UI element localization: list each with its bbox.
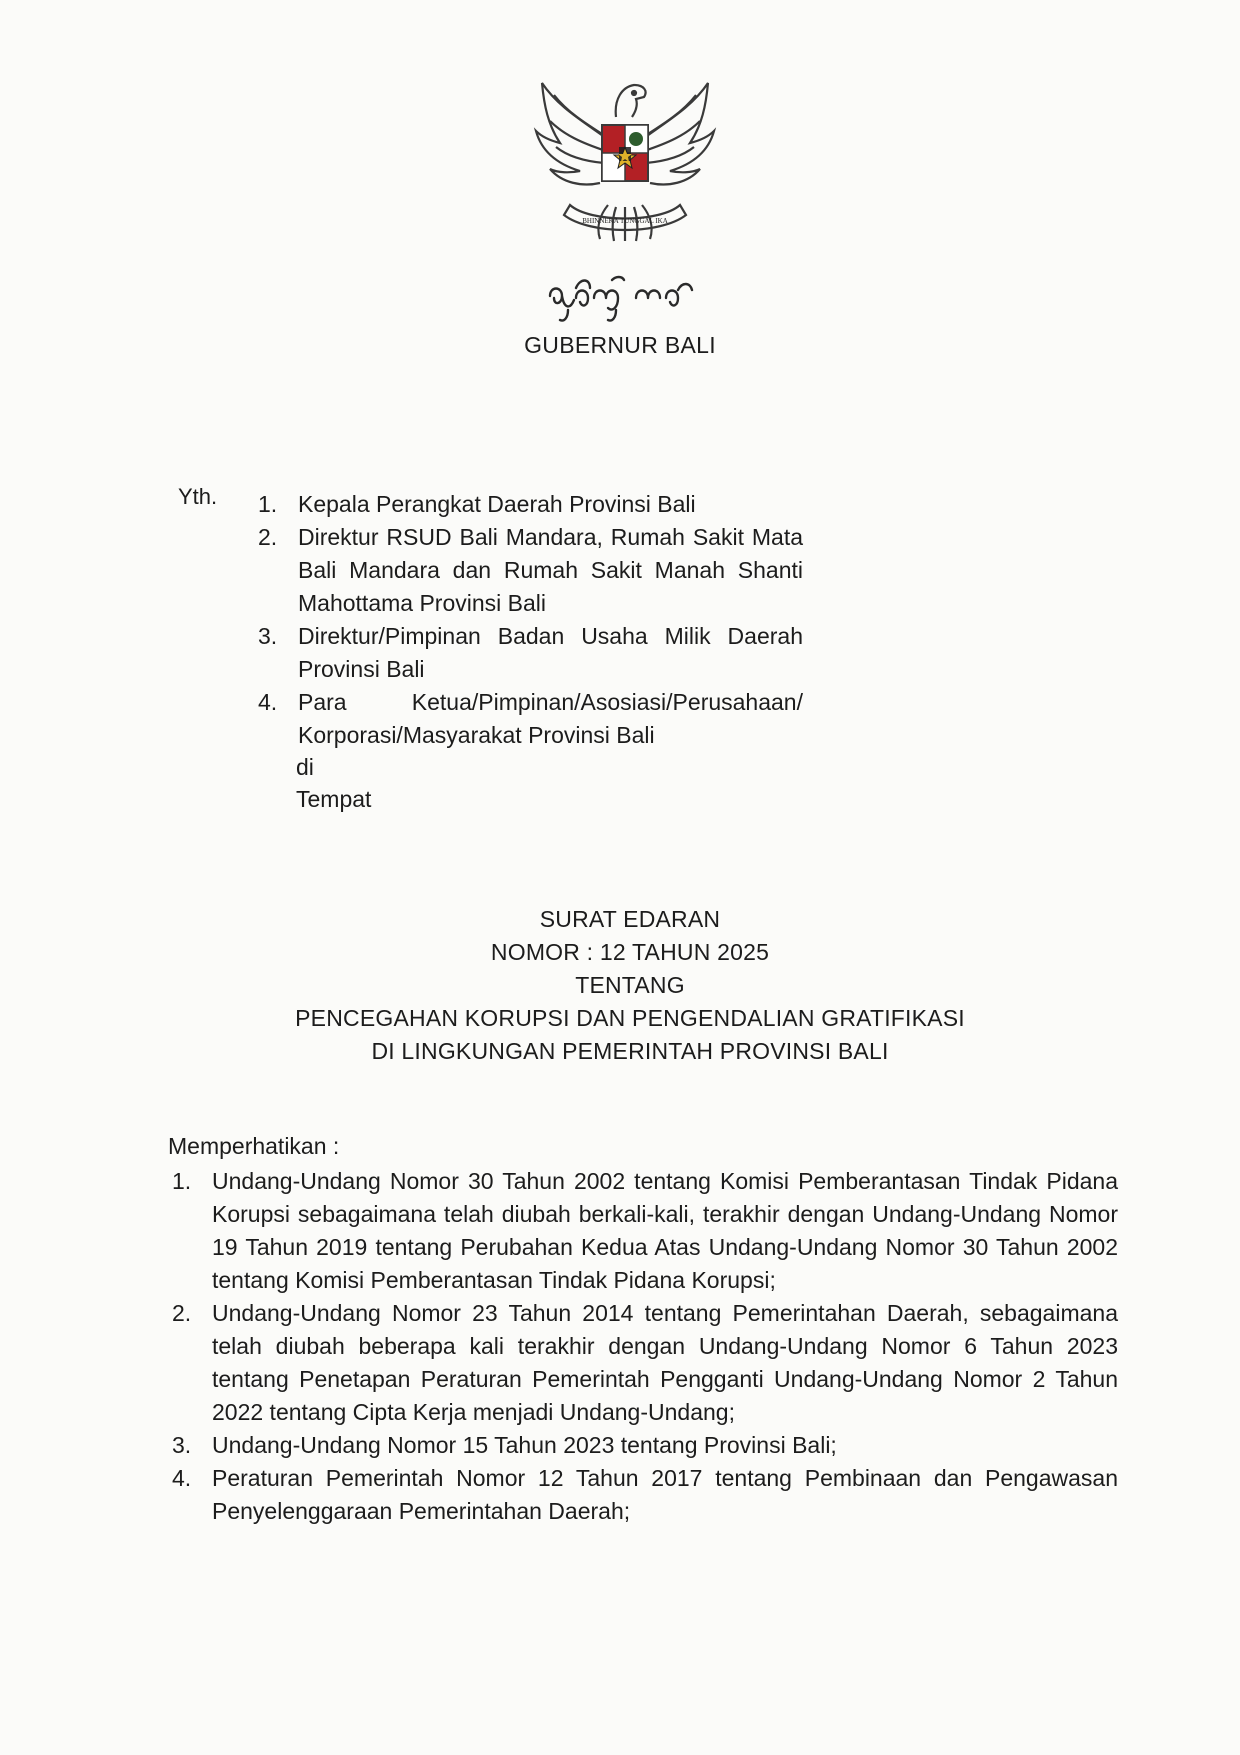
recipient-text: Kepala Perangkat Daerah Provinsi Bali (298, 491, 696, 517)
list-item (258, 620, 803, 686)
document-about: TENTANG (575, 972, 685, 998)
list-item (258, 686, 803, 752)
document-subject-line1: PENCEGAHAN KORUPSI DAN PENGENDALIAN GRATIFIKASI (295, 1005, 965, 1031)
recipient-number: 1. (258, 491, 278, 517)
recipient-number: 3. (258, 623, 278, 649)
document-subject-line2: DI LINGKUNGAN PEMERINTAH PROVINSI BALI (371, 1038, 889, 1064)
recipient-number: 4. (258, 689, 278, 715)
document-title (0, 903, 1240, 1068)
address-place: Tempat (296, 786, 372, 812)
list-item (172, 1165, 1118, 1297)
item-text: Undang-Undang Nomor 23 Tahun 2014 tentang Pemerintahan Daerah, sebagaimana telah diubah beberapa kali terakhir dengan Undang-Undang Nomor 6 Tahun 2023 tentang Penetapan Peraturan Pemerintah Pengganti Undang-Undang Nomor 2 Tahun 2022 tentang Cipta Kerja menjadi Undang-Undang; (212, 1300, 1118, 1425)
office-title: GUBERNUR BALI (524, 332, 716, 358)
considering-label: Memperhatikan : (168, 1133, 340, 1159)
address-di: di (296, 754, 314, 780)
balinese-script-icon (546, 268, 696, 324)
considering-list (172, 1165, 1118, 1528)
item-number: 3. (172, 1432, 192, 1458)
item-number: 2. (172, 1300, 192, 1326)
item-text: Undang-Undang Nomor 30 Tahun 2002 tentang Komisi Pemberantasan Tindak Pidana Korupsi sebagaimana telah diubah berkali-kali, terakhir dengan Undang-Undang Nomor 19 Tahun 2019 tentang Perubahan Kedua Atas Undang-Undang Nomor 30 Tahun 2002 tentang Komisi Pemberantasan Tindak Pidana Korupsi; (212, 1168, 1118, 1293)
recipient-text: Direktur/Pimpinan Badan Usaha Milik Daerah Provinsi Bali (298, 623, 803, 682)
recipient-text: Para Ketua/Pimpinan/Asosiasi/Perusahaan/ Korporasi/Masyarakat Provinsi Bali (298, 689, 803, 748)
list-item (258, 521, 803, 620)
recipient-number: 2. (258, 524, 278, 550)
list-item (172, 1429, 1118, 1462)
recipient-text: Direktur RSUD Bali Mandara, Rumah Sakit Mata Bali Mandara dan Rumah Sakit Manah Shanti Mahottama Provinsi Bali (298, 524, 803, 616)
addressee-label: Yth. (178, 484, 218, 509)
item-text: Peraturan Pemerintah Nomor 12 Tahun 2017 tentang Pembinaan dan Pengawasan Penyelenggaraan Pemerintahan Daerah; (212, 1465, 1118, 1524)
garuda-emblem-icon (530, 55, 720, 255)
list-item (172, 1462, 1118, 1528)
item-text: Undang-Undang Nomor 15 Tahun 2023 tentang Provinsi Bali; (212, 1432, 837, 1458)
recipient-list (258, 488, 803, 752)
item-number: 4. (172, 1465, 192, 1491)
item-number: 1. (172, 1168, 192, 1194)
list-item (258, 488, 803, 521)
list-item (172, 1297, 1118, 1429)
document-type: SURAT EDARAN (539, 906, 721, 932)
svg-text:BHINNEKA TUNGGAL IKA: BHINNEKA TUNGGAL IKA (582, 217, 668, 225)
document-number: NOMOR : 12 TAHUN 2025 (490, 939, 770, 965)
